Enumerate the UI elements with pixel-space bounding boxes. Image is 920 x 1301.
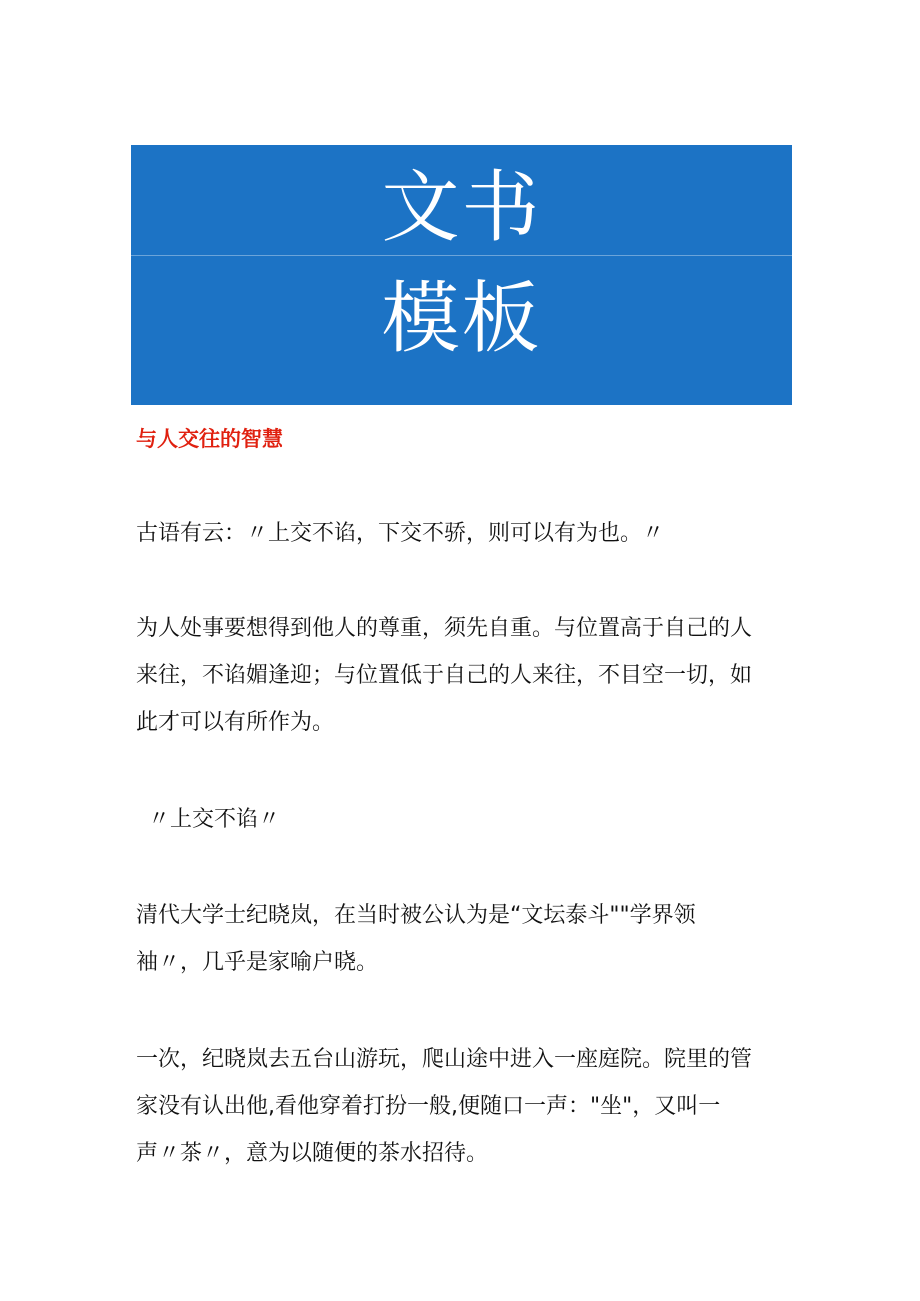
paragraph-line: 〃上交不谄〃 [148, 807, 281, 832]
paragraph-line: 家没有认出他,看他穿着打扮一般,便随口一声："坐"，又叫一 [136, 1094, 721, 1119]
paragraph-line: 古语有云：〃上交不谄，下交不骄，则可以有为也。〃 [136, 521, 665, 546]
article-heading: 与人交往的智慧 [136, 427, 283, 451]
paragraph-line: 声〃茶〃，意为以随便的茶水招待。 [136, 1141, 489, 1166]
banner-divider [131, 255, 792, 256]
paragraph-ji-xiaolan-intro [136, 892, 796, 986]
paragraph-line: 清代大学士纪晓岚，在当时被公认为是“文坛泰斗""学界领 [136, 903, 696, 928]
title-banner [131, 145, 792, 405]
banner-title-line-2: 模板 [381, 274, 542, 364]
paragraph-line: 此才可以有所作为。 [136, 710, 335, 735]
paragraph-line: 一次，纪晓岚去五台山游玩，爬山途中进入一座庭院。院里的管 [136, 1047, 753, 1072]
paragraph-line: 为人处事要想得到他人的尊重，须先自重。与位置高于自己的人 [136, 616, 753, 641]
paragraph-line: 来往，不谄媚逢迎；与位置低于自己的人来往，不目空一切，如 [136, 663, 753, 688]
banner-title-line-1: 文书 [381, 163, 542, 253]
paragraph-principle [136, 605, 796, 746]
paragraph-quote [136, 510, 796, 557]
paragraph-line: 袖〃，几乎是家喻户晓。 [136, 950, 379, 975]
section-subheading [148, 796, 808, 843]
paragraph-story [136, 1036, 796, 1177]
